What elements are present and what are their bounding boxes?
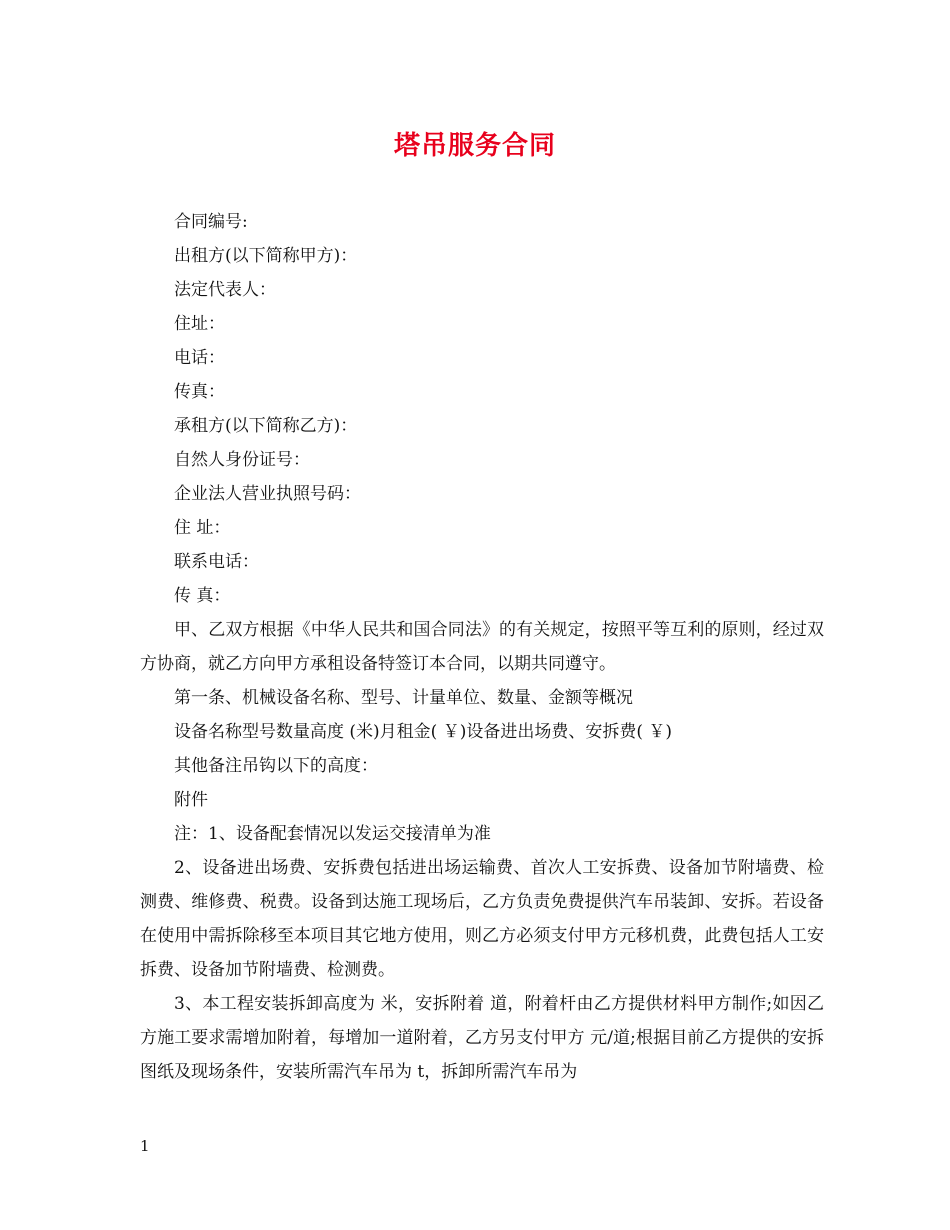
remarks-line: 其他备注吊钩以下的高度： bbox=[174, 756, 378, 776]
lessee-line: 承租方(以下简称乙方)： bbox=[174, 416, 358, 436]
lessor-phone-line: 电话： bbox=[174, 348, 225, 368]
lessee-fax-line: 传 真： bbox=[174, 586, 231, 606]
contract-number-line: 合同编号: bbox=[174, 212, 248, 232]
attachment-line: 附件 bbox=[174, 790, 208, 810]
preamble-paragraph: 甲、乙双方根据《中华人民共和国合同法》的有关规定，按照平等互利的原则，经过双方协商，就乙方向甲方承租设备特签订本合同，以期共同遵守。 bbox=[140, 620, 824, 674]
note-one-line: 注：1、设备配套情况以发运交接清单为准 bbox=[174, 824, 491, 844]
lessor-fax-line: 传真： bbox=[174, 382, 225, 402]
id-number-line: 自然人身份证号： bbox=[174, 450, 310, 470]
business-license-line: 企业法人营业执照号码： bbox=[174, 484, 361, 504]
legal-representative-line: 法定代表人： bbox=[174, 280, 276, 300]
document-title: 塔吊服务合同 bbox=[393, 131, 556, 161]
note-two-paragraph: 2、设备进出场费、安拆费包括进出场运输费、首次人工安拆费、设备加节附墙费、检测费、维修费、税费。设备到达施工现场后，乙方负责免费提供汽车吊装卸、安拆。若设备在使用中需拆除移至本项目其它地方使用，则乙方必须支付甲方元移机费，此费包括人工安拆费、设备加节附墙费、检测费。 bbox=[140, 858, 824, 980]
page-number: 1 bbox=[140, 1137, 150, 1155]
equipment-columns-line: 设备名称型号数量高度 (米)月租金( ￥)设备进出场费、安拆费( ￥) bbox=[174, 722, 673, 742]
lessee-phone-line: 联系电话： bbox=[174, 552, 259, 572]
article-one-heading: 第一条、机械设备名称、型号、计量单位、数量、金额等概况 bbox=[174, 688, 633, 708]
note-three-paragraph: 3、本工程安装拆卸高度为 米，安拆附着 道，附着杆由乙方提供材料甲方制作;如因乙方施工要求需增加附着，每增加一道附着，乙方另支付甲方 元/道;根据目前乙方提供的安拆图纸及现场条件，安装所需汽车吊为 t，拆卸所需汽车吊为 bbox=[140, 994, 824, 1082]
lessor-line: 出租方(以下简称甲方)： bbox=[174, 246, 358, 266]
lessor-address-line: 住址： bbox=[174, 314, 225, 334]
lessee-address-line: 住 址： bbox=[174, 518, 231, 538]
document-body bbox=[140, 205, 824, 1089]
